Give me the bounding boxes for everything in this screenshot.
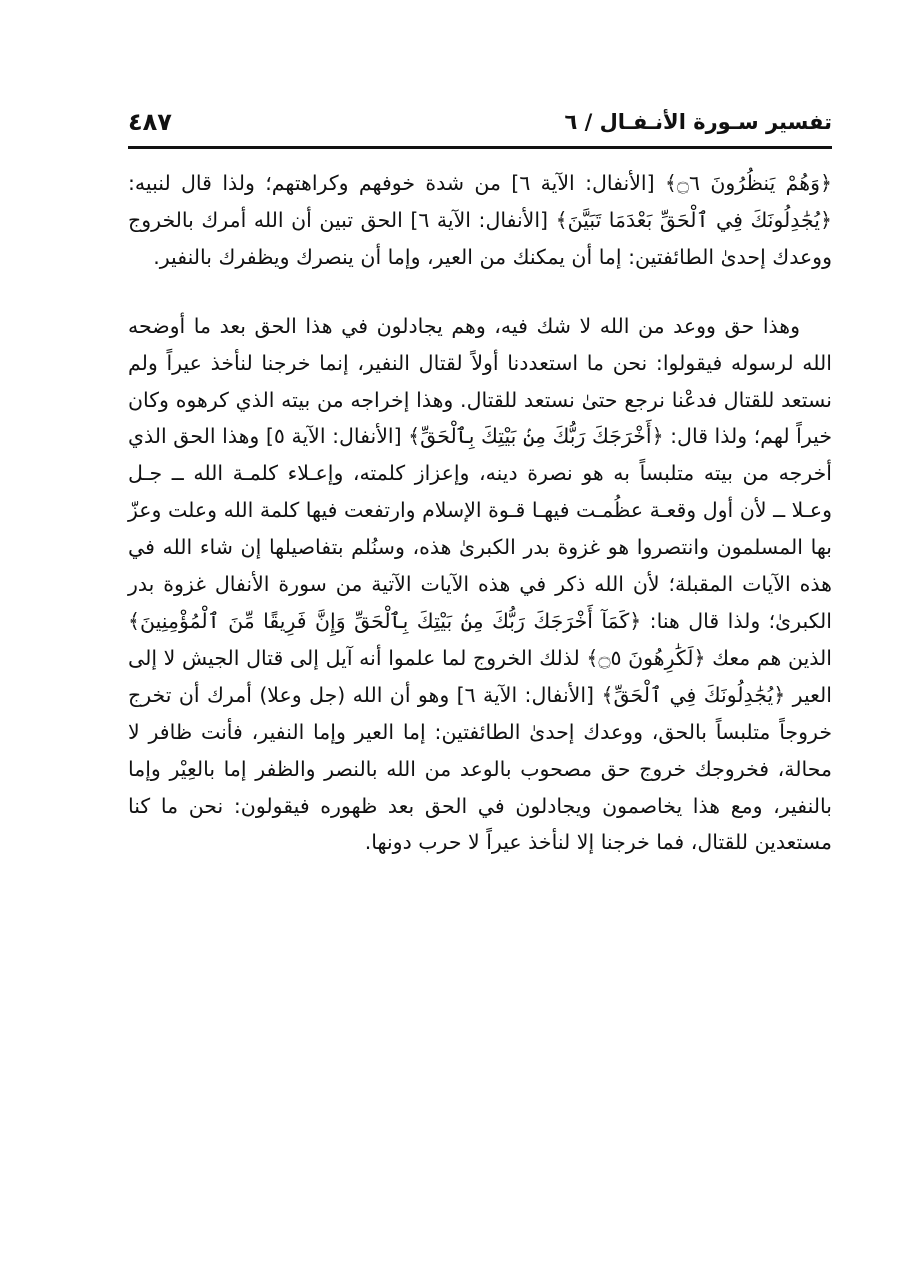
page-header: [128, 108, 832, 142]
header-rule: [128, 146, 832, 149]
page-number: ٤٨٧: [128, 108, 172, 136]
running-title: تفسير سـورة الأنـفـال / ٦: [564, 110, 832, 134]
paragraph: ﴿وَهُمْ يَنظُرُونَ ۝٦﴾ [الأنفال: الآية ٦] من شدة خوفهم وكراهتهم؛ ولذا قال لنبيه: ﴿يُجَٰدِلُونَكَ فِي ٱلْحَقِّ بَعْدَمَا تَبَيَّنَ﴾ [الأنفال: الآية ٦] الحق تبين أن الله أمرك بالخروج ووعدك إحدىٰ الطائفتين: إما أن يمكنك من العير، وإما أن ينصرك ويظفرك بالنفير.: [128, 171, 833, 269]
book-page: [128, 108, 832, 861]
paragraph: وهذا حق ووعد من الله لا شك فيه، وهم يجادلون في هذا الحق بعد ما أوضحه الله لرسوله فيقولوا: نحن ما استعددنا أولاً لقتال النفير، إنما خرجنا لنأخذ عيراً ولم نستعد للقتال فدعْنا نرجع حتىٰ نستعد للقتال. وهذا إخراجه من بيته الذي كرهوه وكان خيراً لهم؛ ولذا قال: ﴿أَخْرَجَكَ رَبُّكَ مِنۢ بَيْتِكَ بِٱلْحَقِّ﴾ [الأنفال: الآية ٥] وهذا الحق الذي أخرجه من بيته متلبساً به هو نصرة دينه، وإعزاز كلمته، وإعـلاء كلمـة الله ــ جـل وعـلا ــ لأن أول وقعـة عظُمـت فيهـا قـوة الإسلام وارتفعت فيها كلمة الله وعلت وعزّ بها المسلمون وانتصروا هو غزوة بدر الكبرىٰ هذه، وسنُلم بتفاصيلها إن شاء الله في هذه الآيات المقبلة؛ لأن الله ذكر في هذه الآيات الآتية من سورة الأنفال غزوة بدر الكبرىٰ؛ ولذا قال هنا: ﴿كَمَآ أَخْرَجَكَ رَبُّكَ مِنۢ بَيْتِكَ بِٱلْحَقِّ وَإِنَّ فَرِيقًا مِّنَ ٱلْمُؤْمِنِينَ﴾ الذين هم معك ﴿لَكَٰرِهُونَ ۝٥﴾ لذلك الخروج لما علموا أنه آيل إلى قتال الجيش لا إلى العير ﴿يُجَٰدِلُونَكَ فِي ٱلْحَقِّ﴾ [الأنفال: الآية ٦] وهو أن الله (جل وعلا) أمرك أن تخرج خروجاً متلبساً بالحق، ووعدك إحدىٰ الطائفتين: إما العير وإما النفير، فأنت ظافر لا محالة، فخروجك خروج حق مصحوب بالوعد من الله بالنصر والظفر إما بالعِيْر وإما بالنفير، ومع هذا يخاصمون ويجادلون في الحق بعد ظهوره فيقولون: نحن ما كنا مستعدين للقتال، فما خرجنا إلا لنأخذ عيراً لا حرب دونها.: [128, 313, 833, 855]
page-body: [128, 165, 832, 861]
